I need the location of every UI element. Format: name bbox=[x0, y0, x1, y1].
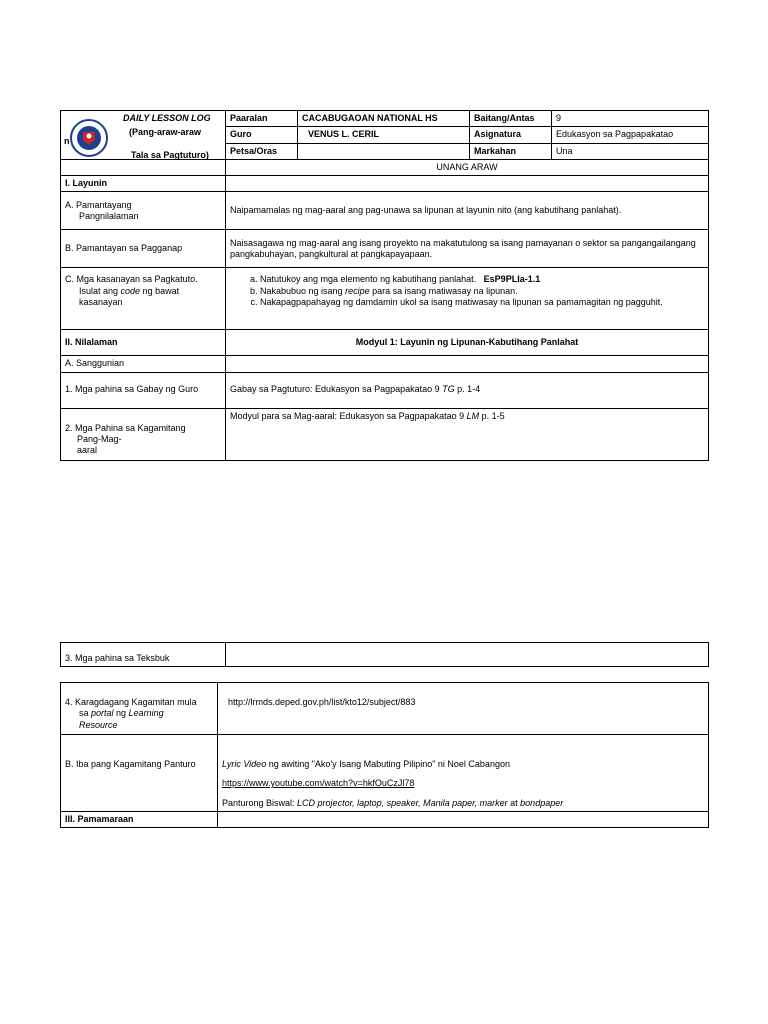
teksbuk-table bbox=[60, 642, 709, 667]
label-r2-line3: aaral bbox=[77, 445, 98, 455]
lyric-video-line: Lyric Video ng awiting "Ako'y Isang Mabuting Pilipino" ni Noel Cabangon bbox=[222, 759, 510, 769]
label-gabay-ng-guro: 1. Mga pahina sa Gabay ng Guro bbox=[61, 372, 226, 408]
youtube-link[interactable]: https://www.youtube.com/watch?v=hkfOuCzJl78 bbox=[222, 778, 415, 789]
value-karagdagang-kagamitan-link[interactable]: http://lrmds.deped.gov.ph/list/kto12/subject/883 bbox=[218, 683, 709, 735]
value-pamantayan-sa-pagganap: Naisasagawa ng mag-aaral ang isang proyekto na makatutulong sa isang pamayanan o sektor sa pangangailangang pangkabuhayan, pangkultural at pangkapayapaan. bbox=[226, 230, 709, 268]
value-pamantayang-pangnilalaman: Naipamamalas ng mag-aaral ang pag-unawa sa lipunan at layunin nito (ang kabutihang panlahat). bbox=[226, 192, 709, 230]
blank-day-label bbox=[61, 159, 226, 175]
label-pamantayan-sa-pagganap: B. Pamantayan sa Pagganap bbox=[61, 230, 226, 268]
value-asignatura: Edukasyon sa Pagpapakatao bbox=[552, 127, 709, 143]
label-paaralan: Paaralan bbox=[226, 111, 298, 127]
section-pamamaraan-value bbox=[218, 811, 709, 827]
day-heading: UNANG ARAW bbox=[226, 159, 709, 175]
label-sanggunian: A. Sanggunian bbox=[61, 356, 226, 372]
label-c-line3: kasanayan bbox=[79, 296, 123, 307]
value-kasanayan bbox=[226, 268, 709, 330]
kasanayan-item-a: a. Natutukoy ang mga elemento ng kabutihang panlahat. EsP9PLIa-1.1 bbox=[260, 274, 704, 285]
header-subtitle-2: Tala sa Pagtuturo) bbox=[131, 150, 209, 160]
value-paaralan: CACABUGAOAN NATIONAL HS bbox=[298, 111, 470, 127]
deped-seal-icon bbox=[69, 118, 109, 158]
label-iba-pang-kagamitan: B. Iba pang Kagamitang Panturo bbox=[61, 735, 218, 812]
value-markahan: Una bbox=[552, 143, 709, 159]
kasanayan-item-b: b. Nakabubuo ng isang recipe para sa isang matiwasay na lipunan. bbox=[260, 286, 704, 297]
label-baitang: Baitang/Antas bbox=[470, 111, 552, 127]
label-c-line2: Isulat ang code ng bawat bbox=[79, 285, 180, 296]
label-kasanayan bbox=[61, 268, 226, 330]
value-petsa bbox=[298, 143, 470, 159]
label-markahan: Markahan bbox=[470, 143, 552, 159]
value-kagamitang-pang-mag-aaral: Modyul para sa Mag-aaral: Edukasyon sa Pagpapakatao 9 LM p. 1-5 bbox=[226, 408, 709, 460]
label-r2-line1: 2. Mga Pahina sa Kagamitang bbox=[65, 422, 186, 433]
value-baitang: 9 bbox=[552, 111, 709, 127]
label-pamantayang-pangnilalaman bbox=[61, 192, 226, 230]
kasanayan-item-c: c. Nakapagpapahayag ng damdamin ukol sa isang matiwasay na lipunan sa pamamagitan ng pagguhit. bbox=[260, 297, 704, 308]
section-layunin: I. Layunin bbox=[61, 176, 226, 192]
label-r2-line2: Pang-Mag- bbox=[77, 433, 122, 444]
value-guro: VENUS L. CERIL bbox=[298, 127, 470, 143]
label-r4-line2: sa portal ng Learning bbox=[79, 708, 164, 719]
label-a-line2: Pangnilalaman bbox=[79, 210, 139, 221]
materials-table bbox=[60, 682, 709, 828]
value-sanggunian bbox=[226, 356, 709, 372]
label-a-line1: A. Pamantayang bbox=[65, 199, 132, 210]
label-c-line1: C. Mga kasanayan sa Pagkatuto. bbox=[65, 274, 198, 285]
header-subtitle-1: (Pang-araw-araw bbox=[129, 127, 202, 137]
header-logo-cell bbox=[61, 111, 226, 160]
section-nilalaman-value: Modyul 1: Layunin ng Lipunan-Kabutihang Panlahat bbox=[226, 330, 709, 356]
label-r4-line1: 4. Karagdagang Kagamitan mula bbox=[65, 697, 197, 707]
label-karagdagang-kagamitan bbox=[61, 683, 218, 735]
label-teksbuk: 3. Mga pahina sa Teksbuk bbox=[61, 643, 226, 667]
label-asignatura: Asignatura bbox=[470, 127, 552, 143]
section-pamamaraan: III. Pamamaraan bbox=[61, 811, 218, 827]
seal-letter: n bbox=[64, 136, 70, 146]
label-r4-line3: Resource bbox=[79, 719, 118, 730]
label-kagamitang-pang-mag-aaral bbox=[61, 408, 226, 460]
panturong-biswal-line: Panturong Biswal: LCD projector, laptop, speaker, Manila paper, marker at bondpaper bbox=[222, 797, 564, 808]
section-layunin-value bbox=[226, 176, 709, 192]
section-nilalaman: II. Nilalaman bbox=[61, 330, 226, 356]
header-title: DAILY LESSON LOG bbox=[123, 113, 211, 123]
value-teksbuk bbox=[226, 643, 709, 667]
label-guro: Guro bbox=[226, 127, 298, 143]
value-gabay-ng-guro: Gabay sa Pagtuturo: Edukasyon sa Pagpapakatao 9 TG p. 1-4 bbox=[226, 372, 709, 408]
lesson-log-table bbox=[60, 110, 709, 461]
label-petsa: Petsa/Oras bbox=[226, 143, 298, 159]
value-iba-pang-kagamitan bbox=[218, 735, 709, 812]
